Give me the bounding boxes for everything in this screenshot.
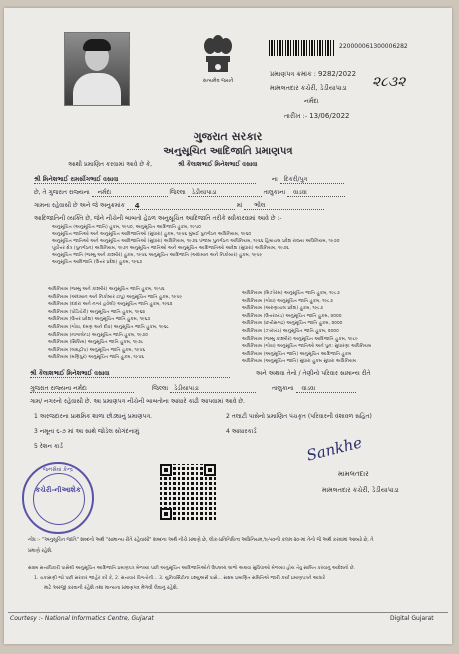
list-item: અધિનિયમ (અરુણાચલ પ્રદેશ) હુકમ, ૧૯૮૭ <box>242 306 324 312</box>
taluka-label-2: તાલુકાના <box>271 385 294 392</box>
order-column-left <box>48 286 182 362</box>
caste-label: માં <box>236 202 243 209</box>
footer-divider <box>8 612 448 613</box>
list-item: અધિનિયમ (અંદામાન અને નિકોબાર ટાપુ) અનુસૂચિત જાતિ હુકમ, ૧૯૫૯ <box>48 294 183 300</box>
order-list-3: અનુસૂચિત જાતિઓ અને અનુસૂચિત આદિજાતિઓ (સુધારા) અધિનિયમ, ૧૯૭૬ પંજાબ પુનર્ગઠન અધિનિયમ, ૧૯૬૬ હિમાચલ પ્રદેશ રાજ્ય અધિનિયમ, ૧૯૭૦ <box>52 239 340 244</box>
district-label: જિલ્લા <box>169 189 186 196</box>
list-item: અધિનિયમ (ઉત્તરાખંડ) અનુસૂચિત જાતિ હુકમ, ૨૦૦૦ <box>242 313 342 319</box>
residence-address-line <box>30 385 356 393</box>
village-value-2: વાડવા <box>296 385 356 393</box>
parent-line <box>34 176 344 184</box>
issue-date-label: તારીખ :- <box>284 112 308 120</box>
parent-name: શ્રી મિનેશભાઈ રામસીંગભાઈ વસાવા <box>34 176 256 184</box>
emblem-caption: સત્યમેવ જયતે <box>202 78 234 84</box>
office-line-1: મામલતદાર કચેરી, ડેડીયાપાડા <box>270 84 347 92</box>
barcode-number: 220000061300006282 <box>339 43 408 50</box>
barcode <box>269 40 335 56</box>
cert-number: 9282/2022 <box>318 70 357 78</box>
list-item: અધિનિયમ (દાદરા અને નગર હવેલી) અનુસૂચિત જાતિ હુકમ, ૧૯૬૨ <box>48 302 173 308</box>
document-item: 2 તલાટી પાસેનો પ્રમાણિત પંચકૃત (પરિવારની વંશાવળ સહિત) <box>226 413 372 420</box>
village-label: ગામના રહેવાસી છે અને જે અનુક્રમાંક <box>34 202 125 209</box>
village-value: વાડવા <box>287 189 345 197</box>
list-item: અધિનિયમ (ગોવા, દમણ અને દીવ) અનુસૂચિત જાતિ હુકમ, ૧૯૬૮ <box>48 324 169 330</box>
list-item: અધિનિયમ (જમ્મુ અને કાશ્મીર) અનુસૂચિત જાતિ હુકમ, ૧૯૫૬ <box>48 287 165 292</box>
person-name: શ્રી કૈલાશભાઈ મિનેશભાઈ વસાવા <box>177 161 258 168</box>
document-item: 4 આધારકાર્ડ <box>226 428 257 435</box>
officer-role: મામલતદાર <box>338 470 369 478</box>
list-item: અધિનિયમ (ઝારખંડ) અનુસૂચિત જાતિ હુકમ, ૨૦૦૦ <box>242 328 339 334</box>
document-item: 5 રેશન કાર્ડ <box>34 443 63 450</box>
list-item: અધિનિયમ (ગોવા) અનુસૂચિત જાતિ હુકમ, ૧૯૮૭ <box>242 298 333 304</box>
seal-center-text: કચેરી-નીઆશેક <box>35 486 81 494</box>
seal-ring-text: જનસેવા કેન્દ્ર <box>42 467 74 473</box>
order-list-1: અનુસૂચિત (અનુસૂચિત જાતિ) હુકમ, ૧૯૫૦, અનુસૂચિત આદિજાતિ હુકમ, ૧૯૫૦ <box>52 225 201 230</box>
note-line-2: પ્રમાણે રહેશે. <box>28 549 53 554</box>
relation-value: દિકરી/પુત્ર <box>280 176 344 184</box>
district-area: નર્મદા <box>92 189 168 197</box>
serial-number: 4 <box>127 202 235 210</box>
certificate-sheet <box>4 8 452 644</box>
intro-text: આથી પ્રમાણિત કરવામાં આવે છે કે, <box>68 161 153 168</box>
list-item: અધિનિયમ (અનુસૂચિત જાતિ) સુધારા હુકમ સુધારા અધિનિયમ <box>242 359 357 365</box>
state-label: છે, તે ગુજરાત રાજ્યના <box>34 189 90 196</box>
list-item: અધિનિયમ (છત્તીસગઢ) અનુસૂચિત જાતિ હુકમ, ૨૦૦૦ <box>242 321 343 327</box>
address-line <box>34 189 345 197</box>
list-item: અધિનિયમ (સિક્કિમ) અનુસૂચિત જાતિ હુકમ, ૧૯૭૮ <box>48 340 144 346</box>
district-label-2: જિલ્લા <box>151 385 169 392</box>
list-item: અધિનિયમ (ગોવા) અનુસૂચિત જાતિઓ અને પુન: સુધારણા અધિનિયમ <box>242 344 372 350</box>
list-item: અધિનિયમ (જમ્મુ કાશ્મીર) અનુસૂચિત આદિજાતિ હુકમ, ૧૯૮૯ <box>242 336 358 342</box>
list-item: અધિનિયમ (પોંડિચેરી) અનુસૂચિત જાતિ હુકમ, ૧૯૬૪ <box>48 309 146 315</box>
certificate-title: અનુસૂચિત આદિજાતિ પ્રમાણપત્ર <box>163 146 293 157</box>
person-name-2: શ્રી કૈલાશભાઈ મિનેશભાઈ વસાવા <box>30 370 230 378</box>
family-label: અને અથવા તેનો / તેણીનો પરિવાર સામાન્ય રીતે <box>255 370 371 377</box>
government-title: ગુજરાત સરકાર <box>193 130 263 143</box>
note-line-3: સક્ષમ સત્તાધિકારી પાસેથી અનુસૂચિત આદિજાતિ પ્રમાણપત્ર મેળવ્યા પછી અનુસૂચિત આદિજાતિઓને ઉપલબ્ધ લાભો અથવા સુવિધાઓ મેળવ્યા હોય તેવુ સાબિત કરવાનુ આદેશનો છે. <box>28 566 355 571</box>
state-value-2: ગુજરાત રાજ્યના નર્મદા <box>30 385 134 393</box>
state-emblem-icon <box>200 34 236 78</box>
qr-code[interactable] <box>160 464 216 520</box>
footer-brand: Digital Gujarat <box>390 615 434 622</box>
footer-courtesy: Courtesy :- National Informatics Centre, Gujarat <box>10 615 154 622</box>
list-item: અધિનિયમ (અનુસૂચિત જાતિ) અનુસૂચિત આદિજાતિ હુકમ <box>242 351 352 357</box>
applicant-photo <box>64 32 130 106</box>
taluka-label: તાલુકાના <box>263 189 286 196</box>
office-line-2: નર્મદા <box>304 97 319 105</box>
list-item: અધિનિયમ (નાગાલેન્ડ) અનુસૂચિત જાતિ હુકમ, ૧૯૭૦ <box>48 332 148 338</box>
order-list-2: અનુસૂચિત જાતિઓ અને અનુસૂચિત આદિજાતિઓ (સુધારા) હુકમ, ૧૯૫૬ મુંબઈ પુનર્ગઠન અધિનિયમ, ૧૯૬૦ <box>52 232 252 237</box>
caste-line <box>34 202 324 210</box>
list-item: અધિનિયમ (મણિપુર) અનુસૂચિત જાતિ હુકમ, ૧૯૫૬ <box>48 355 144 361</box>
scheduled-sentence: આદિજાતિની વ્યક્તિ છે, જેને નીચેની બાબતો હેઠળ અનુસૂચિત આદિજાતિ તરીકે સ્વીકારવામાં આવે છે :- <box>34 215 282 222</box>
relation-label: ના <box>271 176 278 183</box>
office-seal <box>22 462 94 534</box>
handwritten-number: ૨૮૩૨ <box>372 74 406 90</box>
list-item: અધિનિયમ (ઉત્તર પ્રદેશ) અનુસૂચિત જાતિ હુકમ, ૧૯૬૭ <box>48 317 151 323</box>
issue-date-row <box>284 112 350 121</box>
order-list-5: અનુસૂચિત જાતિ (જમ્મુ અને કાશ્મીર) હુકમ, ૧૯૫૬ અનુસૂચિત આદિજાતિ (અંદામાન અને નિકોબાર) હુકમ, ૧૯૫૯ <box>52 253 263 258</box>
document-item: 3 નમૂના ૬-૭ માં આ સાથે જોડેલ સોગંદનામું <box>34 428 140 435</box>
note-line-5: માટે અરજી કરવાની રહેશે તથા માન્યતા પ્રમાણપત્ર મેળવી લેવાનું રહેશે. <box>44 586 179 591</box>
order-list-4: પૂર્વોત્તર ક્ષેત્ર (પુનર્ગઠન) અધિનિયમ, ૧૯૭૧ અનુસૂચિત જાતિઓ અને અનુસૂચિત આદિજાતિઓ આદેશ (સુધારા) અધિનિયમ, ૧૯૭૬ <box>52 246 289 251</box>
document-item: 1 અરજદારના પ્રાથમિક શાળા છોડ્યાનું પ્રમાણપત્ર. <box>34 413 153 420</box>
note-line-4: 1. ચકાસણી જો પછી સરકાર જાહેર કરે કે, 2. સત્તાવાર વિગતોની... 3. યુનિવર્સિટીના ઇશ્યુઅર્સ પાસે... સક્ષમ પ્રમાણિત સમિતિએ જારી કર્યા પ્રમાણપત્રને આધારે <box>34 576 325 581</box>
caste-value: ભીલ <box>244 202 324 210</box>
officer-signature: Sankhe <box>304 433 364 465</box>
district-value-2: ડેડીયાપાડા <box>170 385 256 393</box>
note-line-1: નોંધ :- "અનુસૂચિત જાતિ" શબ્દનો અર્થ "સામાન્ય રીતે રહેવાસી" શબ્દના અર્થ નીચે પ્રમાણે છે, લોક-પ્રતિનિધિત્વ અધિનિયમ,૧૯૫૦ની કલમ ૨૦-માં તેનો જે અર્થ કરવામાં આવ્યો છે, તે <box>28 538 374 543</box>
list-item: અધિનિયમ (લક્ષદ્વીપ) અનુસૂચિત જાતિ હુકમ, ૧૯૫૬ <box>48 347 146 353</box>
officer-office: મામલતદાર કચેરી, ડેડીયાપાડા <box>322 486 399 494</box>
intro-line <box>68 161 258 169</box>
cert-number-label: પ્રમાણપત્ર ક્રમાંક : <box>270 70 316 78</box>
cert-number-row <box>270 70 356 79</box>
order-list-6: અનુસૂચિત આદિજાતિ (ઉત્તર પ્રદેશ) હુકમ, ૧૯૬૭ <box>52 260 143 265</box>
issue-date: 13/06/2022 <box>309 112 350 120</box>
district-value: ડેડીયાપાડા <box>188 189 262 197</box>
list-item: અધિનિયમ (મિઝોરમ) અનુસૂચિત જાતિ હુકમ, ૧૯૮૭ <box>242 291 340 296</box>
residence-line <box>30 370 371 378</box>
order-column-right <box>242 290 371 366</box>
residence-sentence: ગામ/ નગરનો રહેવાસી છે. આ પ્રમાણપત્ર નીચેની બાબતોના આધારે કાઢી આપવામાં આવે છે. <box>30 398 245 405</box>
